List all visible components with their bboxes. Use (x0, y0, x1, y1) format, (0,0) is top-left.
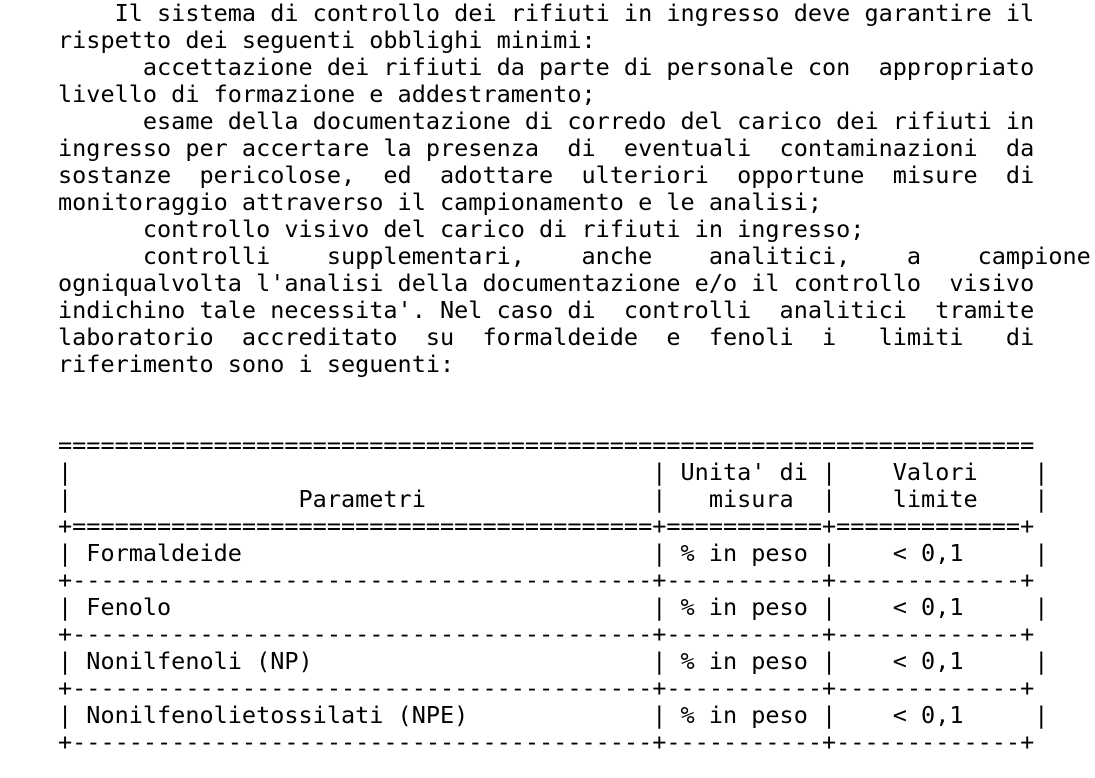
ascii-table (58, 432, 1091, 756)
paragraph-line-6: ingresso per accertare la presenza di eventuali contaminazioni da (58, 134, 1035, 162)
table-row-separator: +-----------------------------------------+-----------+-------------+ (58, 620, 1035, 648)
spacer (58, 378, 1091, 432)
table-top-border: ===================================================================== (58, 431, 1035, 459)
table-row: | Nonilfenoli (NP) | % in peso | < 0,1 | (58, 647, 1049, 675)
paragraph-line-11: ogniqualvolta l'analisi della documentazione e/o il controllo visivo (58, 269, 1035, 297)
paragraph-line-14: riferimento sono i seguenti: (58, 350, 455, 378)
table-row: | Nonilfenolietossilati (NPE) | % in peso | < 0,1 | (58, 701, 1049, 729)
paragraph-line-12: indichino tale necessita'. Nel caso di controlli analitici tramite (58, 296, 1035, 324)
paragraph-line-4: livello di formazione e addestramento; (58, 80, 596, 108)
table-row-separator: +-----------------------------------------+-----------+-------------+ (58, 566, 1035, 594)
table-row: | Formaldeide | % in peso | < 0,1 | (58, 539, 1049, 567)
paragraph-line-13: laboratorio accreditato su formaldeide e fenoli i limiti di (58, 323, 1035, 351)
table-row-separator: +-----------------------------------------+-----------+-------------+ (58, 728, 1035, 756)
paragraph-line-2: rispetto dei seguenti obblighi minimi: (58, 26, 596, 54)
table-row-separator: +-----------------------------------------+-----------+-------------+ (58, 674, 1035, 702)
paragraph-line-9: controllo visivo del carico di rifiuti in ingresso; (58, 215, 865, 243)
table-header-separator: +=========================================+===========+=============+ (58, 512, 1035, 540)
table-header-row-2: | Parametri | misura | limite | (58, 485, 1049, 513)
paragraph-line-5: esame della documentazione di corredo del carico dei rifiuti in (58, 107, 1035, 135)
paragraph-line-3: accettazione dei rifiuti da parte di personale con appropriato (58, 53, 1035, 81)
table-row: | Fenolo | % in peso | < 0,1 | (58, 593, 1049, 621)
document-text (58, 0, 1091, 756)
paragraph-line-8: monitoraggio attraverso il campionamento e le analisi; (58, 188, 823, 216)
paragraph-line-7: sostanze pericolose, ed adottare ulteriori opportune misure di (58, 161, 1035, 189)
table-header-row-1: | | Unita' di | Valori | (58, 458, 1049, 486)
paragraph-line-10: controlli supplementari, anche analitici, a campione (58, 242, 1091, 270)
paragraph-line-1: Il sistema di controllo dei rifiuti in ingresso deve garantire il (58, 0, 1035, 27)
